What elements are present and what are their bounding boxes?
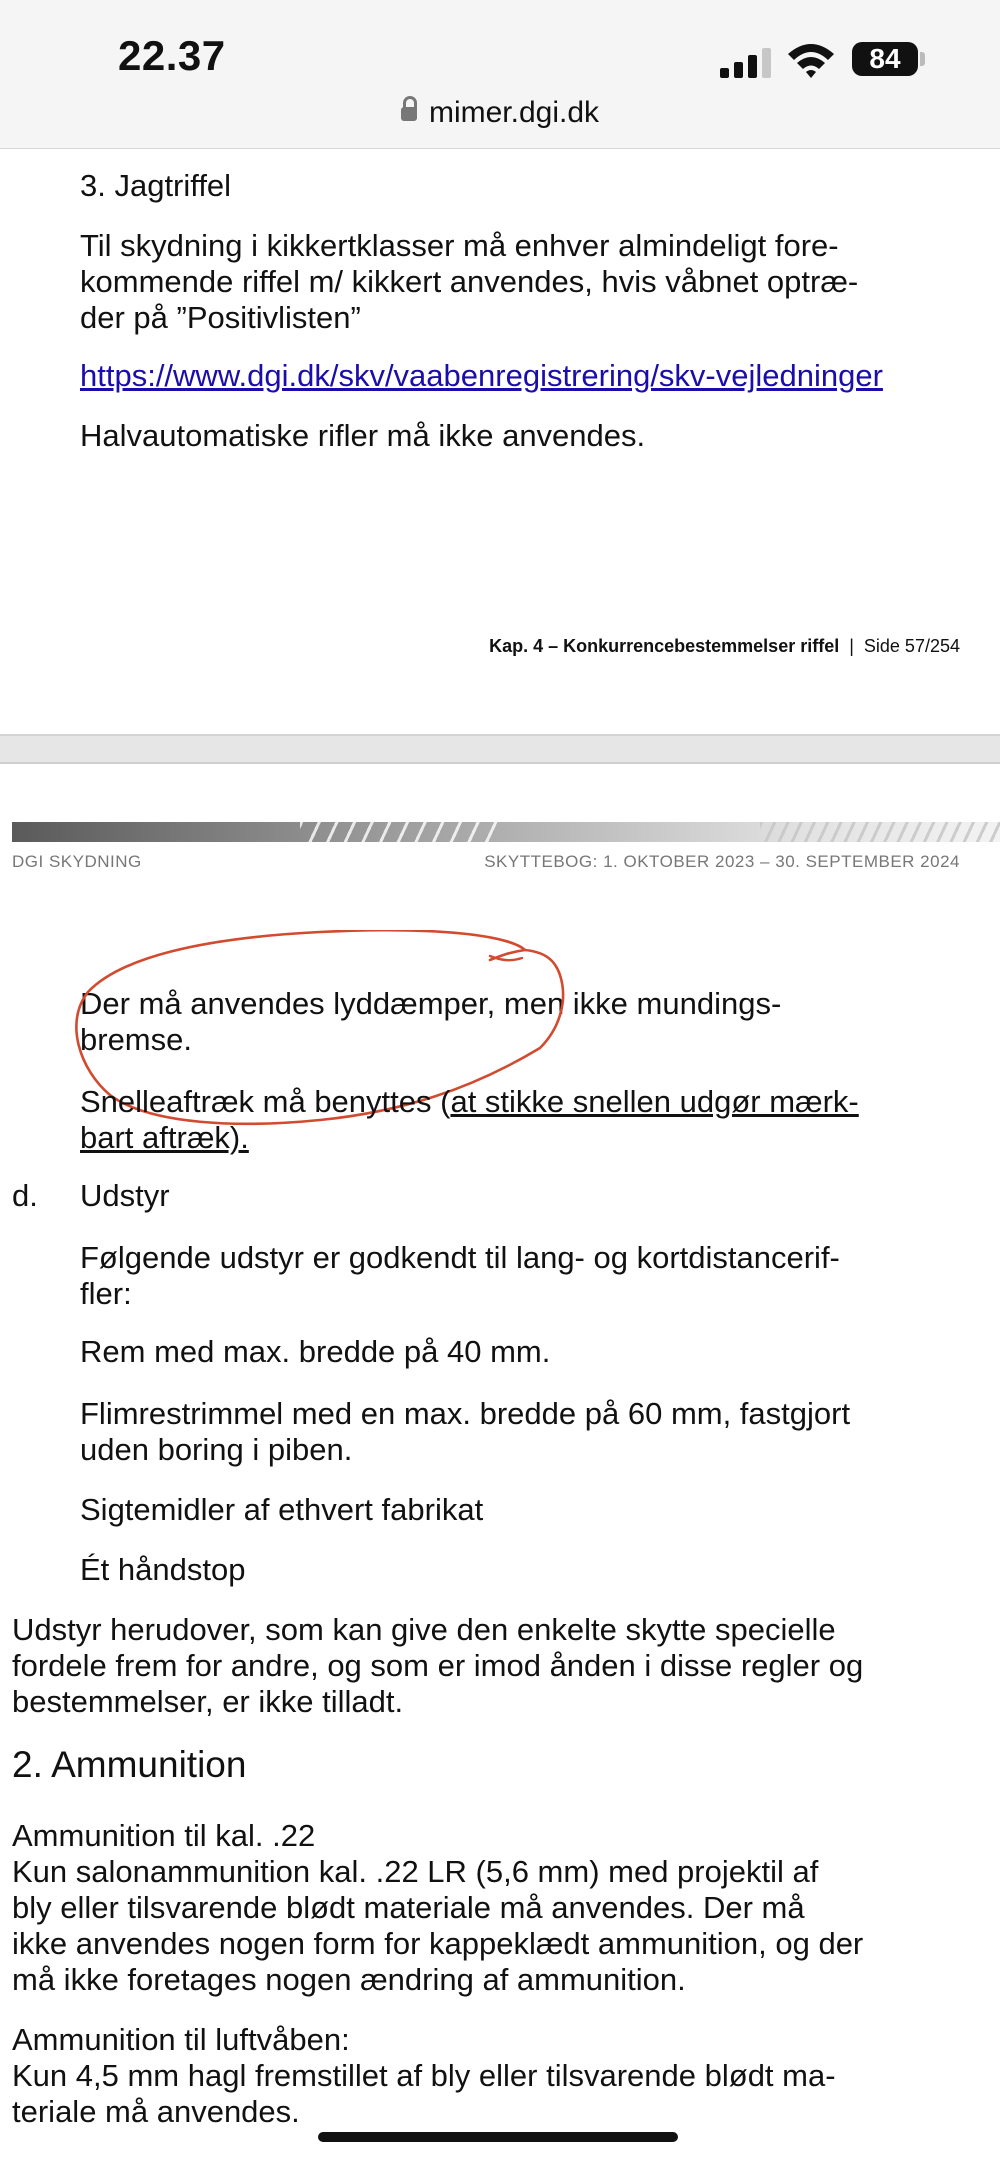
list-marker-d: d.: [12, 1178, 38, 1213]
text-line: uden boring i piben.: [80, 1432, 353, 1467]
text-line: teriale må anvendes.: [12, 2094, 300, 2129]
text-line: Flimrestrimmel med en max. bredde på 60 mm, fastgjort: [80, 1396, 851, 1431]
header-organisation: DGI SKYDNING: [12, 852, 142, 871]
footer-page-number: Side 57/254: [863, 636, 960, 656]
footer-separator: |: [849, 636, 854, 656]
cellular-signal-icon: [720, 46, 772, 78]
paragraph-udstyr-intro: [80, 1240, 840, 1312]
header-band-stripes: [300, 822, 500, 842]
equipment-item-sigtemidler: Sigtemidler af ethvert fabrikat: [80, 1492, 484, 1527]
text-line: der på ”Positivlisten”: [80, 300, 361, 335]
positivlisten-link-paragraph: [80, 358, 883, 394]
text-line: fler:: [80, 1276, 132, 1311]
section-heading-jagtriffel: 3. Jagtriffel: [80, 168, 232, 203]
section-heading-ammunition: 2. Ammunition: [12, 1744, 247, 1785]
home-indicator[interactable]: [318, 2132, 678, 2142]
status-time: 22.37: [118, 32, 226, 79]
url-text: mimer.dgi.dk: [428, 96, 600, 129]
page-separator: [0, 734, 1000, 764]
text-line: bly eller tilsvarende blødt materiale må anvendes. Der må: [12, 1890, 805, 1925]
equipment-item-haandstop: Ét håndstop: [80, 1552, 246, 1587]
positivlisten-link[interactable]: https://www.dgi.dk/skv/vaabenregistrering/skv-vejledninger: [80, 358, 883, 393]
lock-icon: [401, 107, 417, 121]
battery-icon: 84: [852, 42, 918, 76]
text-line: Udstyr herudover, som kan give den enkelte skytte specielle: [12, 1612, 836, 1647]
paragraph-halvautomatiske: Halvautomatiske rifler må ikke anvendes.: [80, 418, 646, 453]
text-line: bestemmelser, er ikke tilladt.: [12, 1684, 404, 1719]
text-line: Ammunition til luftvåben:: [12, 2022, 350, 2057]
text-line: fordele frem for andre, og som er imod ånden i disse regler og: [12, 1648, 864, 1683]
browser-status-bar: [0, 0, 1000, 149]
text-segment-underlined: bart aftræk).: [80, 1120, 249, 1155]
text-segment: Snelleaftræk må benyttes (: [80, 1084, 451, 1119]
text-line: bremse.: [80, 1022, 192, 1057]
text-line: Følgende udstyr er godkendt til lang- og kortdistancerif-: [80, 1240, 840, 1275]
text-line: Til skydning i kikkertklasser må enhver almindeligt fore-: [80, 228, 839, 263]
header-book-period: SKYTTEBOG: 1. OKTOBER 2023 – 30. SEPTEMBER 2024: [484, 852, 960, 871]
equipment-item-flimrestrimmel: [80, 1396, 850, 1468]
footer-chapter: Kap. 4 – Konkurrencebestemmelser riffel: [489, 636, 840, 656]
wifi-icon: [786, 40, 836, 80]
url-bar[interactable]: [0, 96, 1000, 130]
paragraph-kikkertklasser: [80, 228, 858, 336]
text-line: Kun salonammunition kal. .22 LR (5,6 mm) med projektil af: [12, 1854, 819, 1889]
section-heading-udstyr: Udstyr: [80, 1178, 170, 1213]
text-line: Der må anvendes lyddæmper, men ikke mundings-: [80, 986, 782, 1021]
header-band-stripes-right: [760, 822, 1000, 842]
text-line: Kun 4,5 mm hagl fremstillet af bly eller tilsvarende blødt ma-: [12, 2058, 836, 2093]
paragraph-udstyr-herudover: [12, 1612, 863, 1720]
text-line: kommende riffel m/ kikkert anvendes, hvis våbnet optræ-: [80, 264, 859, 299]
text-line: må ikke foretages nogen ændring af ammunition.: [12, 1962, 686, 1997]
paragraph-ammunition-22: [12, 1818, 863, 1998]
text-line: Ammunition til kal. .22: [12, 1818, 316, 1853]
text-line: ikke anvendes nogen form for kappeklædt ammunition, og der: [12, 1926, 864, 1961]
page-footer: [489, 636, 960, 657]
paragraph-ammunition-luftvaaben: [12, 2022, 836, 2130]
equipment-item-rem: Rem med max. bredde på 40 mm.: [80, 1334, 551, 1369]
paragraph-snelleaftraek: [80, 1084, 859, 1156]
text-segment-underlined: at stikke snellen udgør mærk-: [450, 1084, 859, 1119]
battery-nub: [920, 52, 925, 66]
